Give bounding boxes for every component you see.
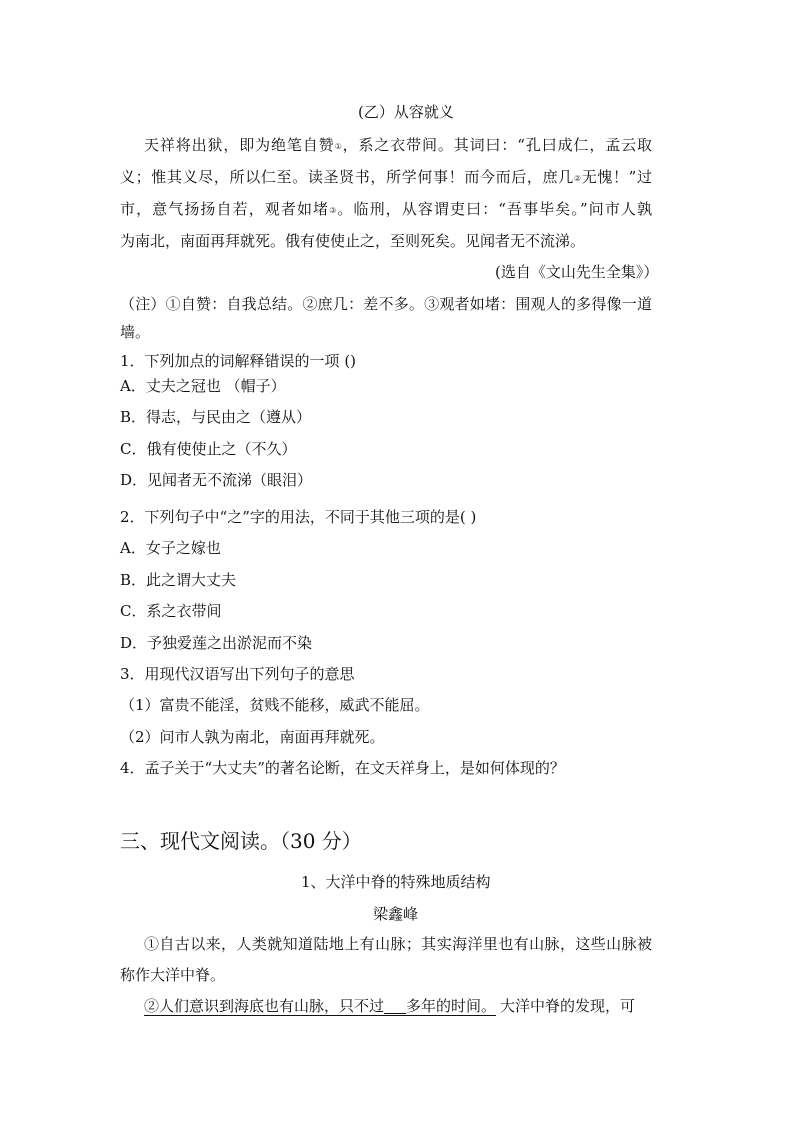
article-p2-line-1	[144, 996, 635, 1016]
article-p1-line-1: ①自古以来，人类就知道陆地上有山脉；其实海洋里也有山脉，这些山脉被	[144, 935, 652, 953]
q2-option-a: A．女子之嫁也	[120, 539, 221, 557]
note-mark-3: ③	[329, 206, 338, 215]
note-mark-2: ②	[573, 174, 582, 183]
passage-line-2	[120, 167, 652, 189]
passage-text: 。临刑，从容谓吏曰：“吾事毕矣。”问市人孰	[337, 200, 652, 218]
q2-option-b: B．此之谓大丈夫	[120, 571, 237, 589]
passage-text: 天祥将出狱，即为绝笔自赞	[144, 136, 335, 154]
passage-text: 无愧！”过	[581, 168, 652, 186]
article-text: 大洋中脊的发现，可	[500, 997, 636, 1015]
notes-line-2: 墙。	[120, 323, 151, 341]
source-citation: (选自《文山先生全集》）	[495, 263, 659, 281]
passage-text: ，系之衣带间。其词曰：“孔曰成仁，孟云取	[342, 136, 653, 154]
underlined-sentence: ②人们意识到海底也有山脉，只不过 多年的时间。	[144, 997, 497, 1015]
passage-text: 义；惟其义尽，所以仁至。读圣贤书，所学何事！而今而后，庶几	[120, 168, 574, 186]
passage-line-3	[120, 199, 652, 221]
q2-stem: 2．下列句子中“之”字的用法，不同于其他三项的是( )	[120, 508, 477, 526]
q1-stem: 1．下列加点的词解释错误的一项 ()	[120, 352, 357, 370]
passage-line-4: 为南北，南面再拜就死。俄有使使止之，至则死矣。见闻者无不流涕。	[120, 232, 586, 250]
q4-stem: 4．孟子关于“大丈夫”的著名论断，在文天祥身上，是如何体现的？	[120, 759, 565, 777]
q2-option-c: C．系之衣带间	[120, 602, 222, 620]
q3-item-2: （2）问市人孰为南北，南面再拜就死。	[120, 728, 385, 746]
section-three-heading: 三、现代文阅读。（30 分）	[120, 829, 362, 853]
q1-option-a: A．丈夫之冠也 （帽子）	[120, 377, 286, 395]
q1-option-b: B．得志，与民由之（遵从）	[120, 408, 312, 426]
section-b-title: (乙）从容就义	[358, 103, 454, 121]
q1-option-c: C．俄有使使止之（不久）	[120, 440, 297, 458]
q3-stem: 3．用现代汉语写出下列句子的意思	[120, 665, 355, 683]
article-author: 梁鑫峰	[373, 905, 419, 923]
article-title: 1、大洋中脊的特殊地质结构	[301, 873, 491, 891]
q1-option-d: D．见闻者无不流涕（眼泪）	[120, 471, 313, 489]
notes-line-1: （注）①自赞：自我总结。②庶几：差不多。③观者如堵：围观人的多得像一道	[120, 295, 652, 313]
q3-item-1: （1）富贵不能淫，贫贱不能移，威武不能屈。	[120, 696, 430, 714]
q2-option-d: D．予独爱莲之出淤泥而不染	[120, 634, 313, 652]
article-p1-line-2: 称作大洋中脊。	[120, 966, 226, 984]
passage-text: 市，意气扬扬自若，观者如堵	[120, 200, 330, 218]
fill-blank[interactable]	[384, 999, 406, 1014]
passage-line-1	[144, 135, 652, 157]
note-mark-1: ①	[334, 142, 343, 151]
